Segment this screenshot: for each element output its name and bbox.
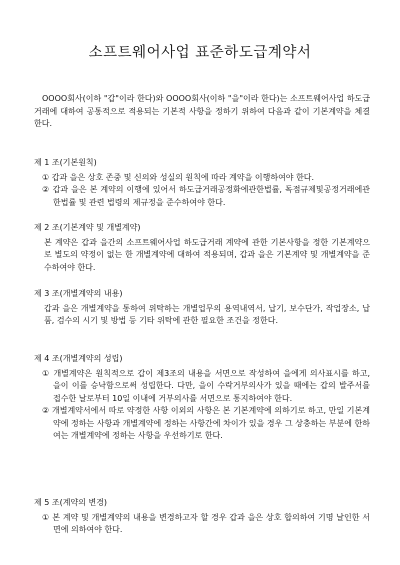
article-4 bbox=[34, 353, 370, 443]
article-1 bbox=[34, 157, 370, 209]
article-heading: 제 1 조(기본원칙) bbox=[34, 158, 97, 167]
article-5 bbox=[34, 497, 370, 537]
article-heading: 제 3 조(개별계약의 내용) bbox=[34, 289, 123, 298]
article-body: 갑과 을은 개별계약을 통하여 위탁하는 개별업무의 용역내역서, 납기, 보수단가, 작업장소, 납품, 검수의 시기 및 방법 등 기타 위탁에 관한 필요한 조건을 정한다. bbox=[44, 303, 370, 325]
article-heading: 제 4 조(개별계약의 성립) bbox=[34, 354, 123, 363]
document-title: 소프트웨어사업 표준하도급계약서 bbox=[88, 45, 312, 61]
article-2 bbox=[34, 222, 370, 274]
clause: ② 개별계약서에서 따로 약정한 사항 이외의 사항은 본 기본계약에 의하기로 하고, 만일 기본계약에 정하는 사항과 개별계약에 정하는 사항간에 차이가 있을 경우 그 상충하는 부분에 한하여는 개별계약에 정하는 사항을 우선하기로 한다. bbox=[42, 406, 370, 440]
intro-paragraph: OOOO회사(이하 "갑"이라 한다)와 OOOO회사(이하 "을"이라 한다)는 소프트웨어사업 하도급거래에 대하여 공통적으로 적용되는 기본적 사항을 정하기 위하여 다음과 같이 기본계약을 체결한다. bbox=[34, 94, 370, 128]
article-heading: 제 2 조(기본계약 및 개별계약) bbox=[34, 223, 141, 232]
clause: ① 개별계약은 원칙적으로 갑이 제3조의 내용을 서면으로 작성하여 을에게 의사표시를 하고, 을이 이를 승낙함으로써 성립한다. 다만, 을이 수락거부의사가 있을 때에는 갑의 발주서를 접수한 날로부터 10일 이내에 거부의사를 서면으로 통지하여야 한다. bbox=[42, 368, 370, 403]
article-body: 본 계약은 갑과 을간의 소프트웨어사업 하도급거래 계약에 관한 기본사항을 정한 기본계약으로 별도의 약정이 없는 한 개별계약에 대하여 적용되며, 갑과 을은 기본계약 및 개별계약을 준수하여야 한다. bbox=[44, 237, 370, 272]
clause: ① 갑과 을은 상호 존중 및 신의와 성실의 원칙에 따라 계약을 이행하여야 한다. bbox=[42, 172, 315, 182]
clause: ② 갑과 을은 본 계약의 이행에 있어서 하도급거래공정화에관한법률, 독점규제및공정거래에관한법률 및 관련 법령의 제규정을 준수하여야 한다. bbox=[42, 185, 370, 207]
article-heading: 제 5 조(계약의 변경) bbox=[34, 498, 108, 507]
article-3 bbox=[34, 288, 370, 328]
clause: ① 본 계약 및 개별계약의 내용을 변경하고자 할 경우 갑과 을은 상호 합의하여 기명 날인한 서면에 의하여야 한다. bbox=[42, 512, 370, 534]
